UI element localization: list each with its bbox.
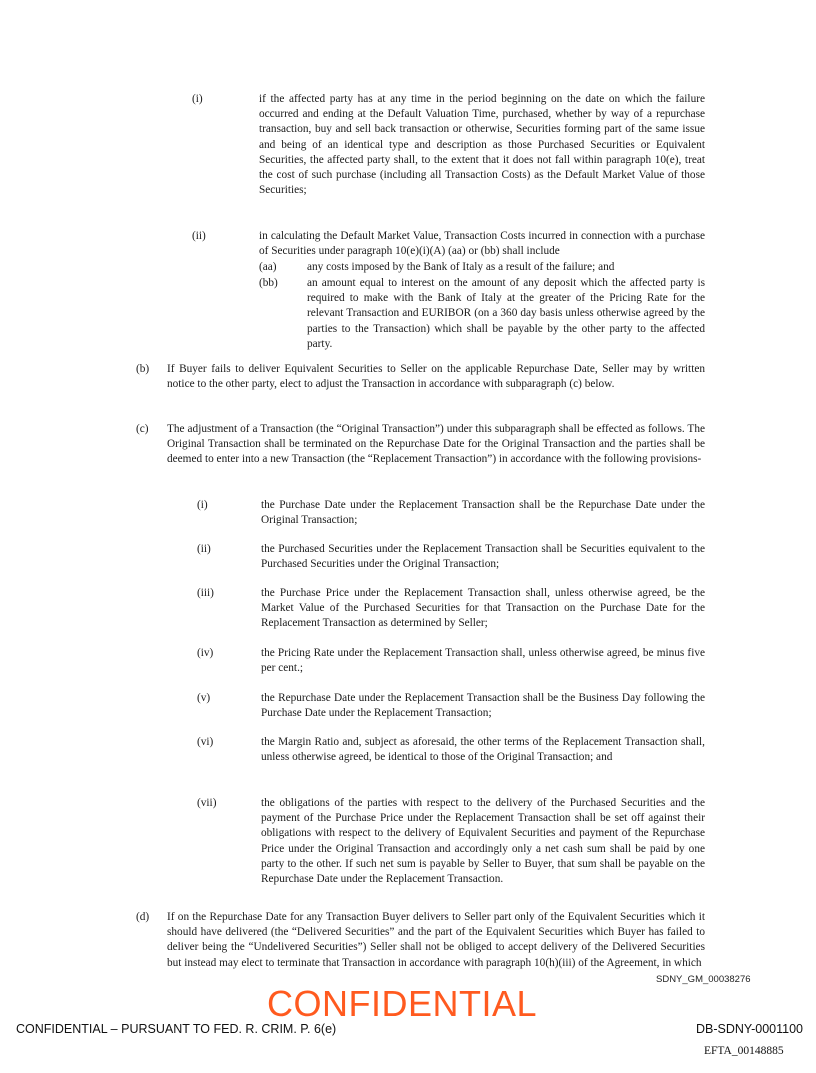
item-c-ii-text: the Purchased Securities under the Replacement Transaction shall be Securities equivalent to the Purchased Securities under the Original Transaction; [261, 543, 705, 571]
efta-number: EFTA_00148885 [704, 1045, 784, 1057]
footer-bates-number: DB-SDNY-0001100 [696, 1022, 804, 1036]
item-c-i-label: (i) [197, 499, 208, 511]
item-bb-text: an amount equal to interest on the amount of any deposit which the affected party is required to make with the Bank of Italy at the greater of the Pricing Rate for the relevant Transaction and EURIBOR (on a 360 day basis unless otherwise agreed by the parties to the Transaction) which shall be payable by the other party to the affected party. [307, 277, 705, 350]
item-c-vi-text: the Margin Ratio and, subject as aforesaid, the other terms of the Replacement Transaction shall, unless otherwise agreed, be identical to those of the Original Transaction; and [261, 736, 705, 764]
item-c-v-text: the Repurchase Date under the Replacement Transaction shall be the Business Day following the Purchase Date under the Replacement Transaction; [261, 692, 705, 720]
item-c-label: (c) [136, 423, 149, 435]
item-c-ii-label: (ii) [197, 543, 211, 555]
item-c-v-label: (v) [197, 692, 211, 704]
item-c-vii-label: (vii) [197, 797, 217, 809]
item-a-i-text: if the affected party has at any time in the period beginning on the date on which the failure occurred and ending at the Default Valuation Time, purchased, whether by way of a repurchase transaction, buy and sell back transaction or otherwise, Securities forming part of the same issue and being of an identical type and description as those Purchased Securities or Equivalent Securities, the affected party shall, to the extent that it does not fall within paragraph 10(e), treat the cost of such purchase (including all Transaction Costs) as the Default Market Value of those Securities; [259, 93, 705, 197]
item-b-label: (b) [136, 363, 150, 375]
item-d-text: If on the Repurchase Date for any Transaction Buyer delivers to Seller part only of the Equivalent Securities which it should have delivered (the “Delivered Securities” and the part of the Equivalent Securities which Buyer has failed to deliver being the “Undelivered Securities”) Seller shall not be obliged to accept delivery of the Delivered Securities but instead may elect to terminate that Transaction in accordance with paragraph 10(h)(iii) of the Agreement, in which [167, 911, 705, 969]
item-c-vi-label: (vi) [197, 736, 214, 748]
item-a-ii-label: (ii) [192, 230, 206, 242]
item-c-vii-text: the obligations of the parties with respect to the delivery of the Purchased Securities and the payment of the Purchase Price under the Replacement Transaction shall be set off against their obligations with respect to the delivery of Equivalent Securities and payment of the Repurchase Price under the Original Transaction and accordingly only a net cash sum shall be paid by one party to the other. If such net sum is payable by Seller to Buyer, that sum shall be payable on the Repurchase Date under the Replacement Transaction. [261, 797, 705, 886]
bates-stamp: SDNY_GM_00038276 [656, 974, 751, 985]
confidential-watermark: CONFIDENTIAL [267, 983, 538, 1024]
item-c-iv-label: (iv) [197, 647, 214, 659]
item-d-label: (d) [136, 911, 150, 923]
item-c-i-text: the Purchase Date under the Replacement Transaction shall be the Repurchase Date under the Original Transaction; [261, 499, 705, 527]
item-aa-label: (aa) [259, 261, 277, 273]
item-c-iii-text: the Purchase Price under the Replacement Transaction shall, unless otherwise agreed, be the Market Value of the Purchased Securities for that Transaction on the Purchase Date for the Replacement Transaction as determined by Seller; [261, 587, 705, 630]
item-b-text: If Buyer fails to deliver Equivalent Securities to Seller on the applicable Repurchase Date, Seller may by written notice to the other party, elect to adjust the Transaction in accordance with subparagraph (c) below. [167, 363, 705, 391]
item-c-iv-text: the Pricing Rate under the Replacement Transaction shall, unless otherwise agreed, be minus five per cent.; [261, 647, 705, 675]
item-c-iii-label: (iii) [197, 587, 214, 599]
item-a-ii-text: in calculating the Default Market Value, Transaction Costs incurred in connection with a purchase of Securities under paragraph 10(e)(i)(A) (aa) or (bb) shall include [259, 230, 705, 258]
item-c-text: The adjustment of a Transaction (the “Original Transaction”) under this subparagraph shall be effected as follows. The Original Transaction shall be terminated on the Repurchase Date for the Original Transaction and the parties shall be deemed to enter into a new Transaction (the “Replacement Transaction”) in accordance with the following provisions- [167, 423, 705, 466]
item-a-i-label: (i) [192, 93, 203, 105]
item-bb-label: (bb) [259, 277, 278, 289]
item-aa-text: any costs imposed by the Bank of Italy as a result of the failure; and [307, 261, 615, 273]
footer-confidential-notice: CONFIDENTIAL – PURSUANT TO FED. R. CRIM. P. 6(e) [16, 1022, 337, 1036]
